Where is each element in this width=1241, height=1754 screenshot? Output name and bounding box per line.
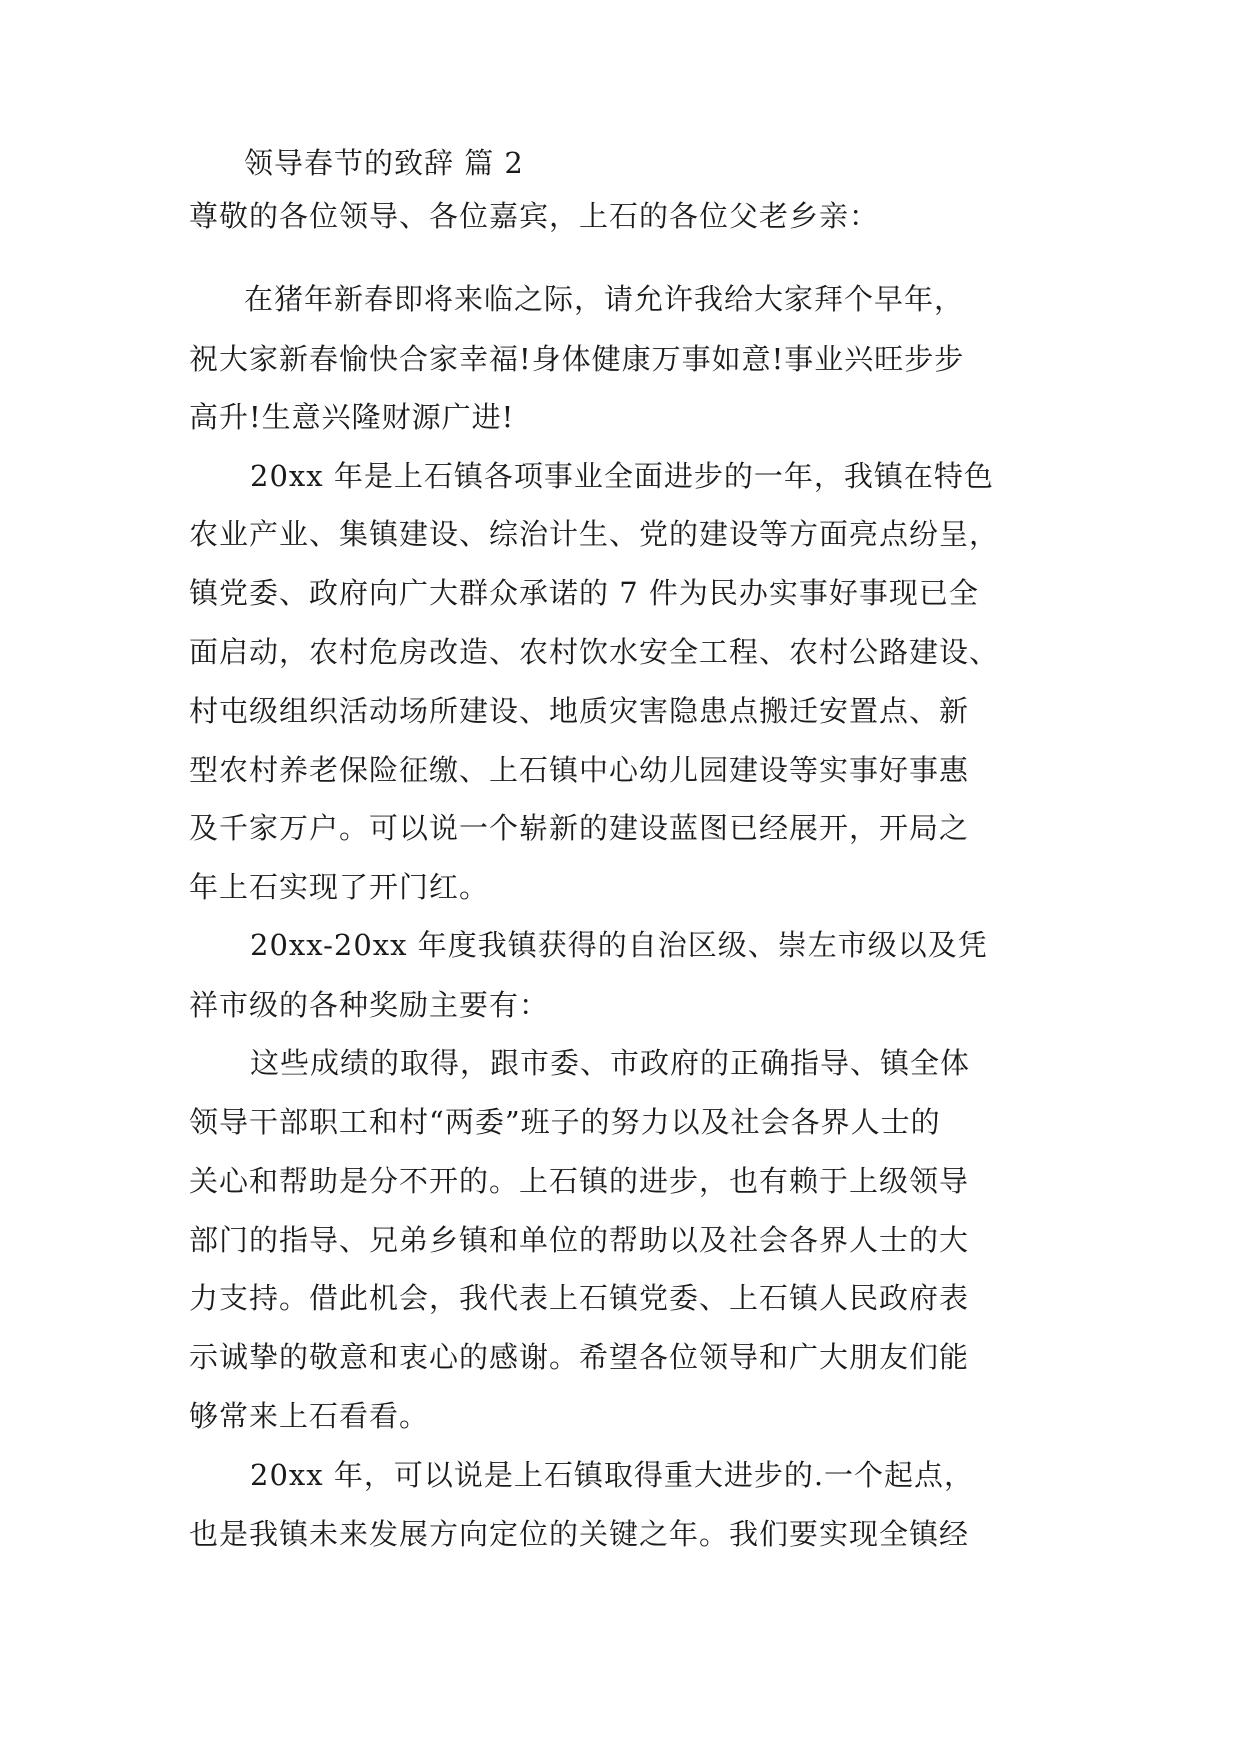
salutation: 尊敬的各位领导、各位嘉宾，上石的各位父老乡亲： [189,199,880,233]
paragraph-1-line-2: 祝大家新春愉快合家幸福!身体健康万事如意!事业兴旺步步 [189,342,965,376]
paragraph-2-line-1: 20xx 年是上石镇各项事业全面进步的一年，我镇在特色 [250,459,994,493]
document-title: 领导春节的致辞 篇 2 [244,146,524,180]
paragraph-4-line-5: 力支持。借此机会，我代表上石镇党委、上石镇人民政府表 [189,1281,970,1315]
paragraph-4-line-2: 领导干部职工和村“两委”班子的努力以及社会各界人士的 [189,1105,941,1139]
paragraph-2-line-8: 年上石实现了开门红。 [189,870,490,904]
paragraph-2-line-2: 农业产业、集镇建设、综治计生、党的建设等方面亮点纷呈， [189,517,1000,551]
paragraph-3-line-1: 20xx-20xx 年度我镇获得的自治区级、崇左市级以及凭 [250,928,988,962]
paragraph-4-line-7: 够常来上石看看。 [189,1399,430,1433]
paragraph-4-line-1: 这些成绩的取得，跟市委、市政府的正确指导、镇全体 [250,1046,971,1080]
paragraph-4-line-3: 关心和帮助是分不开的。上石镇的进步，也有赖于上级领导 [189,1164,970,1198]
paragraph-2-line-6: 型农村养老保险征缴、上石镇中心幼儿园建设等实事好事惠 [189,753,970,787]
paragraph-2-line-4: 面启动，农村危房改造、农村饮水安全工程、农村公路建设、 [189,635,1000,669]
paragraph-2-line-3: 镇党委、政府向广大群众承诺的 7 件为民办实事好事现已全 [189,576,979,610]
paragraph-1-line-3: 高升!生意兴隆财源广进! [189,400,515,434]
paragraph-1-line-1: 在猪年新春即将来临之际，请允许我给大家拜个早年， [244,282,965,316]
paragraph-3-line-2: 祥市级的各种奖励主要有： [189,988,550,1022]
paragraph-5-line-1: 20xx 年，可以说是上石镇取得重大进步的.一个起点， [250,1458,975,1492]
paragraph-5-line-2: 也是我镇未来发展方向定位的关键之年。我们要实现全镇经 [189,1517,970,1551]
paragraph-4-line-6: 示诚挚的敬意和衷心的感谢。希望各位领导和广大朋友们能 [189,1340,970,1374]
paragraph-2-line-7: 及千家万户。可以说一个崭新的建设蓝图已经展开，开局之 [189,811,970,845]
paragraph-4-line-4: 部门的指导、兄弟乡镇和单位的帮助以及社会各界人士的大 [189,1223,970,1257]
paragraph-2-line-5: 村屯级组织活动场所建设、地质灾害隐患点搬迁安置点、新 [189,694,970,728]
